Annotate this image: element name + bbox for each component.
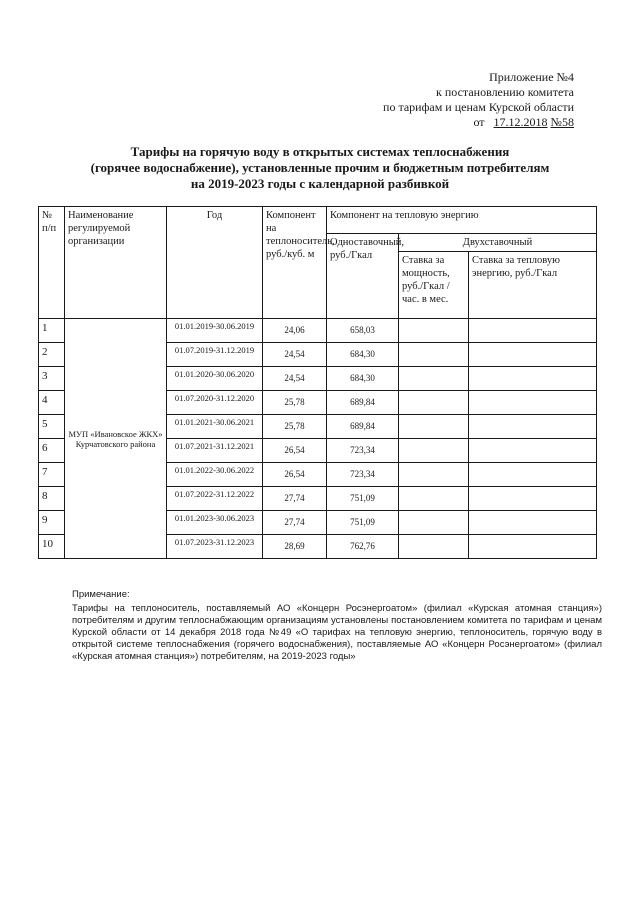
row-period: 01.01.2020-30.06.2020 [167, 367, 263, 391]
row-energy-rate [469, 391, 597, 415]
row-number: 3 [39, 367, 65, 391]
row-capacity-rate [399, 343, 469, 367]
row-one-part-value: 689,84 [327, 415, 399, 439]
title-line-3: на 2019-2023 годы с календарной разбивкой [190, 176, 450, 191]
row-capacity-rate [399, 439, 469, 463]
title-line-2: (горячее водоснабжение), установленные прочим и бюджетным потребителям [90, 160, 550, 175]
row-capacity-rate [399, 511, 469, 535]
row-period: 01.01.2023-30.06.2023 [167, 511, 263, 535]
row-carrier-value: 26,54 [263, 463, 327, 487]
annex-committee: по тарифам и ценам Курской области [383, 100, 574, 114]
row-energy-rate [469, 439, 597, 463]
row-capacity-rate [399, 487, 469, 511]
annex-block [274, 70, 574, 130]
row-carrier-value: 26,54 [263, 439, 327, 463]
row-one-part-value: 658,03 [327, 319, 399, 343]
row-period: 01.01.2022-30.06.2022 [167, 463, 263, 487]
row-energy-rate [469, 535, 597, 559]
row-one-part-value: 762,76 [327, 535, 399, 559]
row-energy-rate [469, 415, 597, 439]
row-carrier-value: 24,54 [263, 367, 327, 391]
annex-title: Приложение №4 [489, 70, 574, 84]
header-energy-component: Компонент на тепловую энергию [327, 207, 597, 234]
row-energy-rate [469, 319, 597, 343]
annex-number: №58 [550, 115, 574, 129]
row-number: 10 [39, 535, 65, 559]
row-energy-rate [469, 343, 597, 367]
row-energy-rate [469, 511, 597, 535]
row-carrier-value: 27,74 [263, 511, 327, 535]
row-one-part-value: 689,84 [327, 391, 399, 415]
row-number: 8 [39, 487, 65, 511]
row-number: 9 [39, 511, 65, 535]
note-block [72, 589, 602, 663]
annex-resolution-ref: к постановлению комитета [436, 85, 574, 99]
row-capacity-rate [399, 367, 469, 391]
row-carrier-value: 24,54 [263, 343, 327, 367]
row-capacity-rate [399, 319, 469, 343]
row-carrier-value: 25,78 [263, 415, 327, 439]
row-one-part-value: 751,09 [327, 487, 399, 511]
row-one-part-value: 684,30 [327, 367, 399, 391]
table-row [39, 319, 597, 343]
header-two-part: Двухставочный [399, 234, 597, 252]
header-organization: Наименование регулируемой организации [65, 207, 167, 319]
row-one-part-value: 723,34 [327, 439, 399, 463]
tariff-table-body [39, 319, 597, 559]
row-energy-rate [469, 367, 597, 391]
header-year: Год [167, 207, 263, 319]
row-carrier-value: 24,06 [263, 319, 327, 343]
row-period: 01.01.2019-30.06.2019 [167, 319, 263, 343]
row-carrier-value: 25,78 [263, 391, 327, 415]
document-title [40, 144, 600, 192]
row-capacity-rate [399, 415, 469, 439]
header-capacity-rate: Ставка за мощность, руб./Гкал /час. в мес. [399, 252, 469, 319]
title-line-1: Тарифы на горячую воду в открытых системах теплоснабжения [130, 144, 510, 159]
row-period: 01.01.2021-30.06.2021 [167, 415, 263, 439]
header-one-part: Одноставочный, руб./Гкал [327, 234, 399, 319]
header-energy-rate: Ставка за тепловую энергию, руб./Гкал [469, 252, 597, 319]
row-number: 5 [39, 415, 65, 439]
row-period: 01.07.2020-31.12.2020 [167, 391, 263, 415]
note-text: Тарифы на теплоноситель, поставляемый АО «Концерн Росэнергоатом» (филиал «Курская атомная станция») потребителям и другим теплоснабжающим организациям установлены постановлением комитета по тарифам и ценам Курской области от 14 декабря 2018 года №49 «О тарифах на тепловую энергию, теплоноситель, горячую воду в открытой системе теплоснабжения (горячего водоснабжения), поставляемые АО «Концерн Росэнергоатом» (филиал «Курская атомная станция») потребителям, на 2019-2023 годы» [72, 603, 602, 662]
row-one-part-value: 751,09 [327, 511, 399, 535]
row-number: 2 [39, 343, 65, 367]
row-one-part-value: 723,34 [327, 463, 399, 487]
row-period: 01.07.2023-31.12.2023 [167, 535, 263, 559]
annex-date-line [274, 115, 574, 130]
row-number: 4 [39, 391, 65, 415]
organization-name: МУП «Ивановское ЖКХ» Курчатовского района [65, 319, 167, 559]
row-period: 01.07.2021-31.12.2021 [167, 439, 263, 463]
row-number: 7 [39, 463, 65, 487]
note-heading: Примечание: [72, 589, 130, 600]
row-capacity-rate [399, 463, 469, 487]
row-capacity-rate [399, 391, 469, 415]
row-energy-rate [469, 487, 597, 511]
row-period: 01.07.2022-31.12.2022 [167, 487, 263, 511]
header-num: № п/п [39, 207, 65, 319]
row-carrier-value: 27,74 [263, 487, 327, 511]
row-energy-rate [469, 463, 597, 487]
annex-date: 17.12.2018 [493, 115, 548, 129]
header-carrier-component: Компонент на теплоноситель, руб./куб. м [263, 207, 327, 319]
row-number: 6 [39, 439, 65, 463]
tariff-table [38, 206, 597, 559]
annex-date-prefix: от [473, 115, 485, 129]
row-capacity-rate [399, 535, 469, 559]
row-one-part-value: 684,30 [327, 343, 399, 367]
row-number: 1 [39, 319, 65, 343]
row-carrier-value: 28,69 [263, 535, 327, 559]
row-period: 01.07.2019-31.12.2019 [167, 343, 263, 367]
